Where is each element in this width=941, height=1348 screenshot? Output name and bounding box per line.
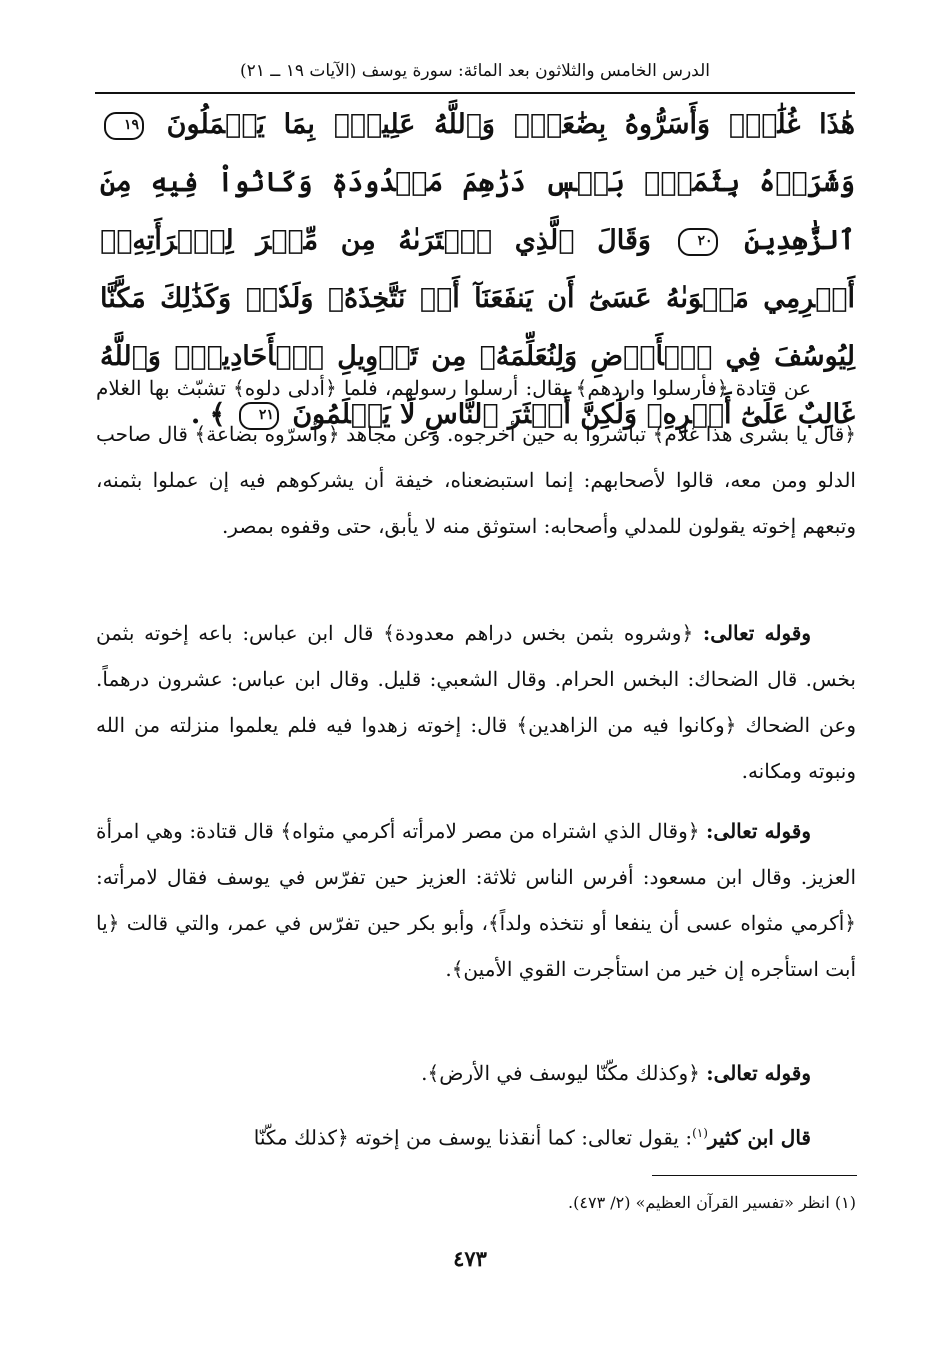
verse-text-19: هَٰذَا غُلَٰمٌۚ وَأَسَرُّوهُ بِضَٰعَةًۚ وَٱللَّهُ عَلِيمُۢ بِمَا يَعۡمَلُونَ bbox=[166, 109, 855, 140]
footnote-marker: (١) bbox=[834, 1193, 856, 1212]
paragraph-body: ﴿وقال الذي اشتراه من مصر لامرأته أكرمي مثواه﴾ قال قتادة: وهي امرأة العزيز. وقال ابن مسعود: أفرس الناس ثلاثة: العزيز حين تفرّس في يوسف فقال لامرأته: ﴿أكرمي مثواه عسى أن ينفعا أو نتخذه ولداً﴾، وأبو بكر حين تفرّس في عمر، والتي قالت ﴿يا أبت استأجره إن خير من استأجرت القوي الأمين﴾. bbox=[96, 819, 856, 981]
paragraph-wa-kadhalika bbox=[96, 1050, 856, 1096]
paragraph-lead: وقوله تعالى: bbox=[706, 819, 811, 843]
verse-close: ﴾ . bbox=[190, 399, 226, 430]
paragraph-lead: قال ابن كثير bbox=[707, 1125, 811, 1150]
paragraph-wa-qala bbox=[96, 808, 856, 992]
paragraph-body: : يقول تعالى: كما أنقذنا يوسف من إخوته ﴿كذلك مكّنّا bbox=[253, 1125, 693, 1150]
footnote-reference[interactable]: (١) bbox=[692, 1126, 708, 1140]
footnote-text: انظر «تفسير القرآن العظيم» (٢/ ٤٧٣). bbox=[568, 1193, 830, 1212]
verse-text-20: وَشَرَوۡهُ بِثَمَنِۭ بَخۡسٖ دَرَٰهِمَ مَعۡدُودَةٖ وَكَانُواْ فِيهِ مِنَ ٱلزَّٰهِدِينَ bbox=[100, 167, 855, 256]
paragraph-body: ﴿وكذلك مكّنّا ليوسف في الأرض﴾. bbox=[421, 1061, 700, 1085]
paragraph-ibn-kathir bbox=[96, 1110, 856, 1161]
running-header: الدرس الخامس والثلاثون بعد المائة: سورة يوسف (الآيات ١٩ ــ ٢١) bbox=[240, 61, 710, 81]
footnote-rule bbox=[652, 1175, 857, 1176]
paragraph-body: ﴿وشروه بثمن بخس دراهم معدودة﴾ قال ابن عباس: باعه إخوته بثمن بخس. قال الضحاك: البخس الحرام. وقال الشعبي: قليل. وقال ابن عباس: عشرون درهماً. وعن الضحاك ﴿وكانوا فيه من الزاهدين﴾ قال: إخوته زهدوا فيه فلم يعلموا منزلته من الله ونبوته ومكانه. bbox=[96, 621, 856, 783]
ayah-number-20: ٢٠ bbox=[678, 228, 718, 256]
paragraph-lead: وقوله تعالى: bbox=[702, 621, 811, 645]
paragraph-lead: وقوله تعالى: bbox=[706, 1061, 811, 1085]
page-number: ٤٧٣ bbox=[453, 1246, 487, 1271]
ayah-number-19: ١٩ bbox=[104, 112, 144, 140]
verse-text-21: وَقَالَ ٱلَّذِي ٱشۡتَرَىٰهُ مِن مِّصۡرَ لِٱمۡرَأَتِهِۦٓ أَكۡرِمِي مَثۡوَىٰهُ عَسَىٰٓ أَن يَنفَعَنَآ أَوۡ نَتَّخِذَهُۥ وَلَدٗاۚ وَكَذَٰلِكَ مَكَّنَّا لِيُوسُفَ فِي ٱلۡأَرۡضِ وَلِنُعَلِّمَهُۥ مِن تَأۡوِيلِ ٱلۡأَحَادِيثِۚ وَٱللَّهُ غَالِبٌ عَلَىٰٓ أَمۡرِهِۦ وَلَٰكِنَّ أَكۡثَرَ ٱلنَّاسِ لَا يَعۡلَمُونَ bbox=[100, 225, 855, 430]
paragraph-qatada: عن قتادة ﴿فأرسلوا واردهم﴾ يقال: أرسلوا رسولهم، فلما ﴿أدلى دلوه﴾ تشبّث بها الغلام ﴿قال يا بشرى هذا غلام﴾ تباشروا به حين أخرجوه. وعن مجاهد ﴿وأسرّوه بضاعة﴾ قال صاحب الدلو ومن معه، قالوا لأصحابهم: إنما استبضعناه، خيفة أن يشركوهم فيه إن عملوا بثمنه، وتبعهم إخوته يقولون للمدلي وأصحابه: استوثق منه لا يأبق، حتى وقفوه بمصر. bbox=[96, 376, 856, 538]
paragraph-wa-sharawhu bbox=[96, 610, 856, 794]
header-rule bbox=[95, 92, 855, 94]
footnote bbox=[96, 1188, 856, 1218]
ayah-number-21: ٢١ bbox=[239, 402, 279, 430]
